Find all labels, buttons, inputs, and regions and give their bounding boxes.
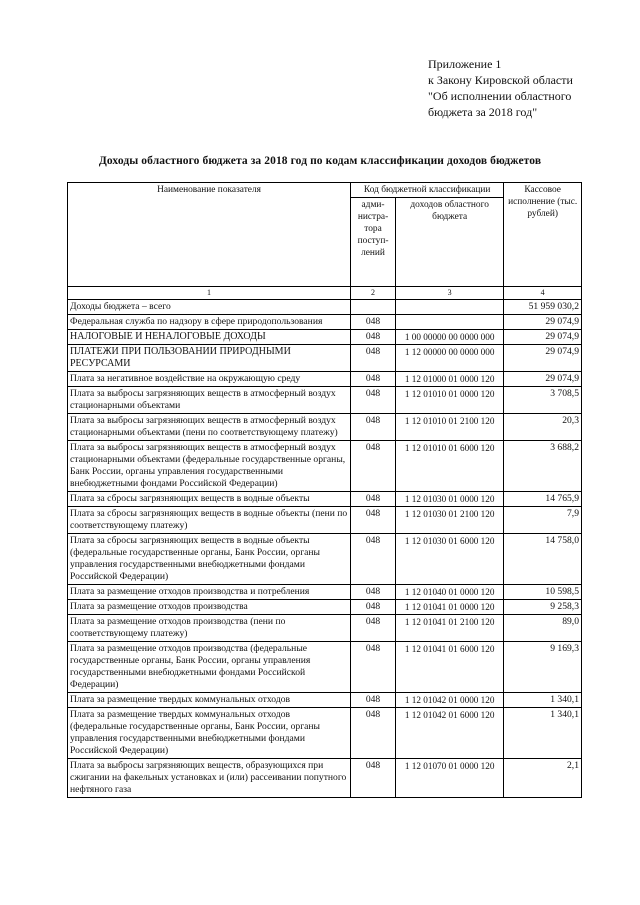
row-name-cell: Плата за выбросы загрязняющих веществ, образующихся при сжигании на факельных установках и (или) рассеивании попутного нефтяного газа (68, 759, 351, 798)
row-amount-cell: 14 765,9 (504, 492, 582, 507)
row-code-cell: 1 12 01010 01 6000 120 (396, 441, 504, 492)
row-admin-cell: 048 (351, 315, 396, 330)
row-admin-cell: 048 (351, 708, 396, 759)
row-code-cell: 1 12 01070 01 0000 120 (396, 759, 504, 798)
row-code-cell: 1 12 01041 01 0000 120 (396, 600, 504, 615)
row-code-cell (396, 315, 504, 330)
row-code-cell: 1 12 01000 01 0000 120 (396, 372, 504, 387)
row-name-cell: Доходы бюджета – всего (68, 300, 351, 315)
row-code-cell: 1 12 00000 00 0000 000 (396, 345, 504, 372)
appendix-line: к Закону Кировской области (428, 73, 573, 87)
row-code-cell: 1 00 00000 00 0000 000 (396, 330, 504, 345)
row-amount-cell: 29 074,9 (504, 330, 582, 345)
row-admin-cell: 048 (351, 372, 396, 387)
row-amount-cell: 29 074,9 (504, 372, 582, 387)
row-amount-cell: 9 169,3 (504, 642, 582, 693)
header-code-group: Код бюджетной классификации (351, 183, 504, 198)
row-name-cell: Плата за размещение твердых коммунальных отходов (федеральные государственные органы, Банк России, органы управления государственными внебюджетными фондами Российской Федерации) (68, 708, 351, 759)
header-name: Наименование показателя (68, 183, 351, 287)
table-row (68, 387, 582, 414)
row-name-cell: Федеральная служба по надзору в сфере природопользования (68, 315, 351, 330)
row-code-cell: 1 12 01030 01 2100 120 (396, 507, 504, 534)
table-row (68, 585, 582, 600)
row-admin-cell: 048 (351, 330, 396, 345)
row-amount-cell: 51 959 030,2 (504, 300, 582, 315)
table-row (68, 600, 582, 615)
table-row (68, 414, 582, 441)
row-name-cell: Плата за сбросы загрязняющих веществ в водные объекты (пени по соответствующему платежу) (68, 507, 351, 534)
row-admin-cell: 048 (351, 615, 396, 642)
appendix-line: "Об исполнении областного (428, 89, 572, 103)
row-name-cell: Плата за сбросы загрязняющих веществ в водные объекты (федеральные государственные органы, Банк России, органы управления государственными внебюджетными фондами Российской Федерации) (68, 534, 351, 585)
row-code-cell: 1 12 01041 01 6000 120 (396, 642, 504, 693)
row-amount-cell: 9 258,3 (504, 600, 582, 615)
appendix-note (428, 56, 573, 120)
row-admin-cell: 048 (351, 507, 396, 534)
row-name-cell: Плата за размещение отходов производства (пени по соответствующему платежу) (68, 615, 351, 642)
row-name-cell: Плата за размещение твердых коммунальных отходов (68, 693, 351, 708)
row-admin-cell: 048 (351, 642, 396, 693)
row-code-cell: 1 12 01042 01 6000 120 (396, 708, 504, 759)
table-row (68, 300, 582, 315)
table-row (68, 441, 582, 492)
appendix-line: Приложение 1 (428, 57, 502, 71)
row-code-cell: 1 12 01041 01 2100 120 (396, 615, 504, 642)
row-name-cell: Плата за размещение отходов производства (федеральные государственные органы, Банк России, органы управления государственными внебюджетными фондами Российской Федерации) (68, 642, 351, 693)
row-amount-cell: 2,1 (504, 759, 582, 798)
row-name-cell: Плата за негативное воздействие на окружающую среду (68, 372, 351, 387)
column-number: 1 (68, 287, 351, 300)
row-amount-cell: 20,3 (504, 414, 582, 441)
row-code-cell: 1 12 01010 01 2100 120 (396, 414, 504, 441)
row-code-cell: 1 12 01042 01 0000 120 (396, 693, 504, 708)
row-admin-cell: 048 (351, 600, 396, 615)
row-admin-cell: 048 (351, 492, 396, 507)
row-name-cell: ПЛАТЕЖИ ПРИ ПОЛЬЗОВАНИИ ПРИРОДНЫМИ РЕСУРСАМИ (68, 345, 351, 372)
row-name-cell: Плата за сбросы загрязняющих веществ в водные объекты (68, 492, 351, 507)
table-row (68, 534, 582, 585)
document-title: Доходы областного бюджета за 2018 год по кодам классификации доходов бюджетов (98, 155, 542, 167)
row-amount-cell: 14 758,0 (504, 534, 582, 585)
row-admin-cell: 048 (351, 534, 396, 585)
row-code-cell: 1 12 01040 01 0000 120 (396, 585, 504, 600)
row-amount-cell: 3 708,5 (504, 387, 582, 414)
row-name-cell: Плата за размещение отходов производства и потребления (68, 585, 351, 600)
table-row (68, 345, 582, 372)
column-number: 3 (396, 287, 504, 300)
table-row (68, 693, 582, 708)
table-row (68, 615, 582, 642)
row-amount-cell: 1 340,1 (504, 693, 582, 708)
table-row (68, 372, 582, 387)
table-row (68, 330, 582, 345)
column-number-row (68, 287, 582, 300)
row-code-cell: 1 12 01030 01 0000 120 (396, 492, 504, 507)
row-amount-cell: 89,0 (504, 615, 582, 642)
row-admin-cell (351, 300, 396, 315)
row-admin-cell: 048 (351, 414, 396, 441)
row-amount-cell: 7,9 (504, 507, 582, 534)
table-row (68, 759, 582, 798)
row-name-cell: Плата за выбросы загрязняющих веществ в атмосферный воздух стационарными объектами (68, 387, 351, 414)
revenue-table (67, 182, 582, 798)
header-row (68, 183, 582, 198)
row-code-cell: 1 12 01030 01 6000 120 (396, 534, 504, 585)
row-name-cell: Плата за выбросы загрязняющих веществ в атмосферный воздух стационарными объектами (пени по соответствующему платежу) (68, 414, 351, 441)
header-income: доходов областного бюджета (396, 198, 504, 287)
row-name-cell: Плата за размещение отходов производства (68, 600, 351, 615)
row-amount-cell: 3 688,2 (504, 441, 582, 492)
table-row (68, 642, 582, 693)
column-number: 2 (351, 287, 396, 300)
table-row (68, 507, 582, 534)
row-admin-cell: 048 (351, 441, 396, 492)
table-row (68, 492, 582, 507)
row-amount-cell: 1 340,1 (504, 708, 582, 759)
row-amount-cell: 10 598,5 (504, 585, 582, 600)
table-row (68, 315, 582, 330)
row-admin-cell: 048 (351, 693, 396, 708)
appendix-line: бюджета за 2018 год" (428, 105, 538, 119)
row-admin-cell: 048 (351, 387, 396, 414)
row-amount-cell: 29 074,9 (504, 315, 582, 330)
row-admin-cell: 048 (351, 585, 396, 600)
row-code-cell (396, 300, 504, 315)
table-row (68, 708, 582, 759)
row-name-cell: НАЛОГОВЫЕ И НЕНАЛОГОВЫЕ ДОХОДЫ (68, 330, 351, 345)
row-admin-cell: 048 (351, 759, 396, 798)
row-admin-cell: 048 (351, 345, 396, 372)
table-body (68, 300, 582, 798)
row-code-cell: 1 12 01010 01 0000 120 (396, 387, 504, 414)
header-amount: Кассовое исполнение (тыс. рублей) (504, 183, 582, 287)
header-admin: адми-нистра-тора поступ-лений (351, 198, 396, 287)
row-amount-cell: 29 074,9 (504, 345, 582, 372)
row-name-cell: Плата за выбросы загрязняющих веществ в атмосферный воздух стационарными объектами (федеральные государственные органы, Банк России, органы управления государственными внебюджетными фондами Российской Федерации) (68, 441, 351, 492)
column-number: 4 (504, 287, 582, 300)
